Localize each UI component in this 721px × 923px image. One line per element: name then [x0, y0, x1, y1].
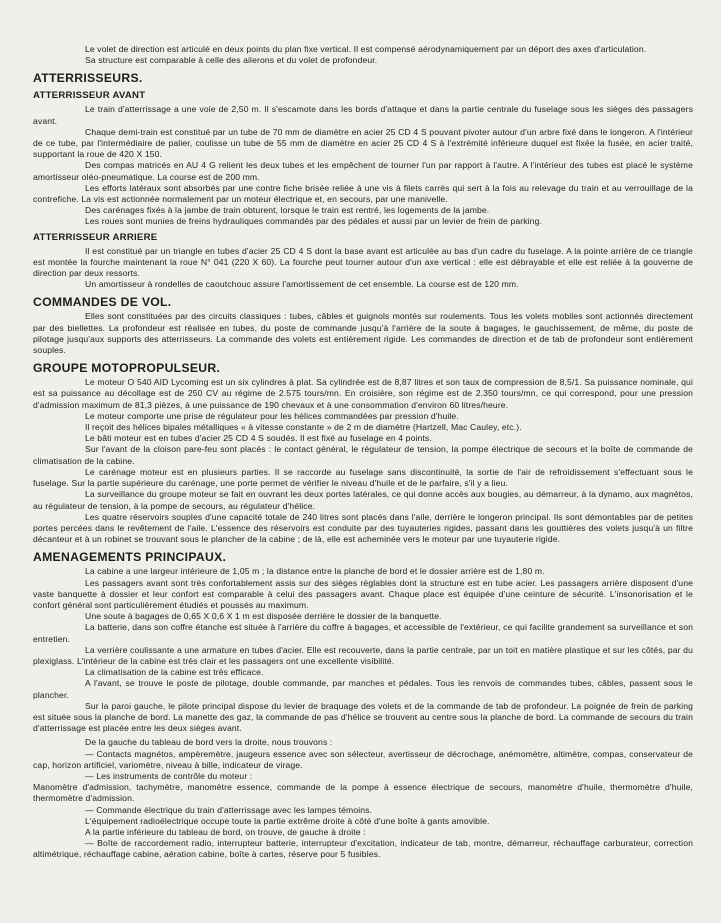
- subsection-heading-avant: ATTERRISSEUR AVANT: [33, 90, 146, 102]
- subsection-heading-arriere: ATTERRISSEUR ARRIERE: [33, 231, 158, 243]
- section-heading-groupe: GROUPE MOTOPROPULSEUR.: [33, 361, 221, 376]
- body-paragraph: L'équipement radioélectrique occupe toute la partie extrême droite à côté d'une boîte à gants amovible.: [85, 815, 490, 826]
- body-paragraph: La verrière coulissante a une armature en tubes d'acier. Elle est recouverte, dans la partie centrale, par un toit en matière plastique et sur les côtés, par du plexiglass. L'intérieur de la cabine est très clair et les passagers ont une excellente visibilité.: [33, 644, 693, 666]
- section-heading-amenagements: AMENAGEMENTS PRINCIPAUX.: [33, 550, 227, 565]
- body-paragraph: Des compas matricés en AU 4 G relient les deux tubes et les empêchent de tourner l'un par rapport à l'autre. A l'intérieur des tubes est placé le système amortisseur oléo-pneumatique. La course est de 200 mm.: [33, 160, 693, 182]
- body-paragraph: Il est constitué par un triangle en tubes d'acier 25 CD 4 S dont la base avant est articulée au bas d'un cadre du fuselage. A la pointe arrière de ce triangle est montée la fourche maintenant la roue N° 041 (220 X 60). La fourche peut tourner autour d'un axe vertical : elle est débrayable et elle est reliée à la gouverne de direction par deux ressorts.: [33, 245, 693, 279]
- body-paragraph: La cabine a une largeur intérieure de 1,05 m ; la distance entre la planche de bord et le dossier arrière est de 1,80 m.: [85, 566, 545, 577]
- section-heading-commandes: COMMANDES DE VOL.: [33, 295, 172, 310]
- body-paragraph: Il reçoit des hélices bipales métalliques « à vitesse constante » de 2 m de diamètre (Hartzell, Mac Cauley, etc.).: [85, 422, 522, 433]
- body-paragraph: Le train d'atterrissage a une voie de 2,50 m. Il s'escamote dans les bords d'attaque et dans la partie centrale du fuselage sous les sièges des passagers avant.: [33, 104, 693, 126]
- body-paragraph: La surveillance du groupe moteur se fait en ouvrant les deux portes latérales, ce qui donne accès aux bougies, au démarreur, à la dynamo, aux magnétos, au régulateur de tension, à la pompe de secours, au régulateur d'hélice.: [33, 489, 693, 511]
- body-paragraph: Les efforts latéraux sont absorbés par une contre fiche brisée reliée à une vis à filets carrés qui sert à la fois au relevage du train et au verrouillage de la contrefiche. La vis est actionnée normalement par un moteur électrique et, en secours, par une manivelle.: [33, 182, 693, 205]
- body-paragraph: A l'avant, se trouve le poste de pilotage, double commande, par manches et pédales. Tous les renvois de commandes tubes, câbles, passent sous le plancher.: [33, 678, 693, 700]
- body-paragraph: Une soute à bagages de 0,65 X 0,6 X 1 m est disposée derrière le dossier de la banquette.: [85, 611, 442, 622]
- body-paragraph: Elles sont constituées par des circuits classiques : tubes, câbles et guignols montés sur roulements. Tous les volets mobiles sont actionnés directement par des biellettes. La profondeur est réalisée en tubes, du poste de commande jusqu'à l'arrière de la soute à bagages, le gauchissement, de même, du poste de pilotage jusqu'aux supports des atterrisseurs. La commande des volets est entièrement rigide. Les commandes de direction et de tab de profondeur sont entièrement souples.: [33, 311, 693, 356]
- body-paragraph: Les passagers avant sont très confortablement assis sur des sièges réglables dont la structure est en tube acier. Les passagers arrière disposent d'une vaste banquette à dossier et leur confort est comparable à celui des passagers avant. Chaque place est équipée d'une ceinture de sécurité. L'insonorisation et le confort général sont particulièrement étudiés et poussés au maximum.: [33, 577, 693, 610]
- intro-paragraph: Le volet de direction est articulé en deux points du plan fixe vertical. Il est compensé aérodynamiquement par un déport des axes d'articulation.: [85, 44, 647, 54]
- body-paragraph: Des carénages fixés à la jambe de train obturent, lorsque le train est rentré, les logements de la jambe.: [85, 205, 490, 216]
- body-paragraph: Le moteur O 540 AID Lycoming est un six cylindres à plat. Sa cylindrée est de 8,87 litres et son taux de compression de 8,5/1. Sa puissance nominale, qui est sa puissance au décollage est de 250 CV au régime de 2.575 tours/mn. En croisière, son régime est de 2.350 tours/mn, ce qui correspond, pour une pression d'admission maximum de 81,3 pièzes, à une puissance de 190 chevaux et à une consommation d'environ 60 litres/heure.: [33, 377, 693, 410]
- body-paragraph: Sur la paroi gauche, le pilote principal dispose du levier de braquage des volets et de la commande de tab de profondeur. La poignée de frein de parking est située sous la planche de bord. La manette des gaz, la commande de pas d'hélice se trouvent au centre sous la planche de bord. La commande de secours du train d'atterrissage est placée entre les deux sièges avant.: [33, 700, 693, 734]
- list-item: — Boîte de raccordement radio, interrupteur batterie, interrupteur d'excitation, indicateur de tab, montre, démarreur, réchauffage carburateur, correction altimétrique, réchauffage cabine, aération cabine, boîte à cartes, réserve pour 5 fusibles.: [33, 838, 693, 860]
- body-paragraph: De la gauche du tableau de bord vers la droite, nous trouvons :: [85, 737, 333, 748]
- body-paragraph: La batterie, dans son coffre étanche est située à l'arrière du coffre à bagages, et accessible de l'extérieur, ce qui facilite grandement sa surveillance et son entretien.: [33, 622, 693, 644]
- body-paragraph: Le bâti moteur est en tubes d'acier 25 CD 4 S soudés. Il est fixé au fuselage en 4 points.: [85, 433, 432, 444]
- section-heading-atterrisseurs: ATTERRISSEURS.: [33, 71, 143, 86]
- body-paragraph: Sur l'avant de la cloison pare-feu sont placés : le contact général, le régulateur de tension, la pompe électrique de secours et la boîte de commande de climatisation de la cabine.: [33, 444, 693, 466]
- body-paragraph: Les roues sont munies de freins hydrauliques commandés par des pédales et aussi par un levier de frein de parking.: [85, 216, 542, 227]
- body-paragraph: A la partie inférieure du tableau de bord, on trouve, de gauche à droite :: [85, 826, 366, 837]
- body-paragraph: Un amortisseur à rondelles de caoutchouc assure l'amortissement de cet ensemble. La course est de 120 mm.: [85, 279, 519, 290]
- body-paragraph: Le carénage moteur est en plusieurs parties. Il se raccorde au fuselage sans discontinuité, la sortie de l'air de refroidissement s'effectuant sous le fuselage. Sur la partie supérieure du carénage, une porte permet de vérifier le niveau d'huile et de le parfaire, s'il y a lieu.: [33, 466, 693, 489]
- body-paragraph: Chaque demi-train est constitué par un tube de 70 mm de diamètre en acier 25 CD 4 S pouvant pivoter autour d'un arbre fixé dans le longeron. A l'intérieur de ce tube, par l'intermédiaire de palier, coulisse un tube de 55 mm de diamètre en acier 25 CD 4 S à l'extrémité inférieure duquel est fixée la fusée, en acier traité, supportant la roue de 420 X 150.: [33, 126, 693, 160]
- list-item: — Les instruments de contrôle du moteur :: [85, 770, 253, 781]
- intro-paragraph: Sa structure est comparable à celle des ailerons et du volet de profondeur.: [85, 55, 378, 66]
- body-paragraph: Le moteur comporte une prise de régulateur pour les hélices commandées par pression d'huile.: [85, 410, 459, 421]
- list-item: — Commande électrique du train d'atterrissage avec les lampes témoins.: [85, 804, 373, 815]
- list-item: — Contacts magnétos, ampèremètre, jaugeurs essence avec son sélecteur, avertisseur de décrochage, anémomètre, altimètre, compas, conservateur de cap, horizon artificiel, variomètre, niveau à bille, indicateur de virage.: [33, 748, 693, 770]
- list-item-continuation: Manomètre d'admission, tachymètre, manomètre essence, commande de la pompe à essence électrique de secours, manomètre d'huile, thermomètre d'huile, thermomètre d'admission.: [33, 782, 693, 804]
- body-paragraph: La climatisation de la cabine est très efficace.: [85, 667, 264, 678]
- body-paragraph: Les quatre réservoirs souples d'une capacité totale de 240 litres sont placés dans l'aile, derrière le longeron principal. Ils sont démontables par de petites portes percées dans le revêtement de l'aile. L'essence des réservoirs est conduite par des tuyauteries rigides, passant dans les gouttières des volets jusqu'à un filtre décanteur et à un robinet se trouvant sous le plancher de la cabine ; de là, elle est acheminée vers le moteur par une tuyauterie rigide.: [33, 511, 693, 545]
